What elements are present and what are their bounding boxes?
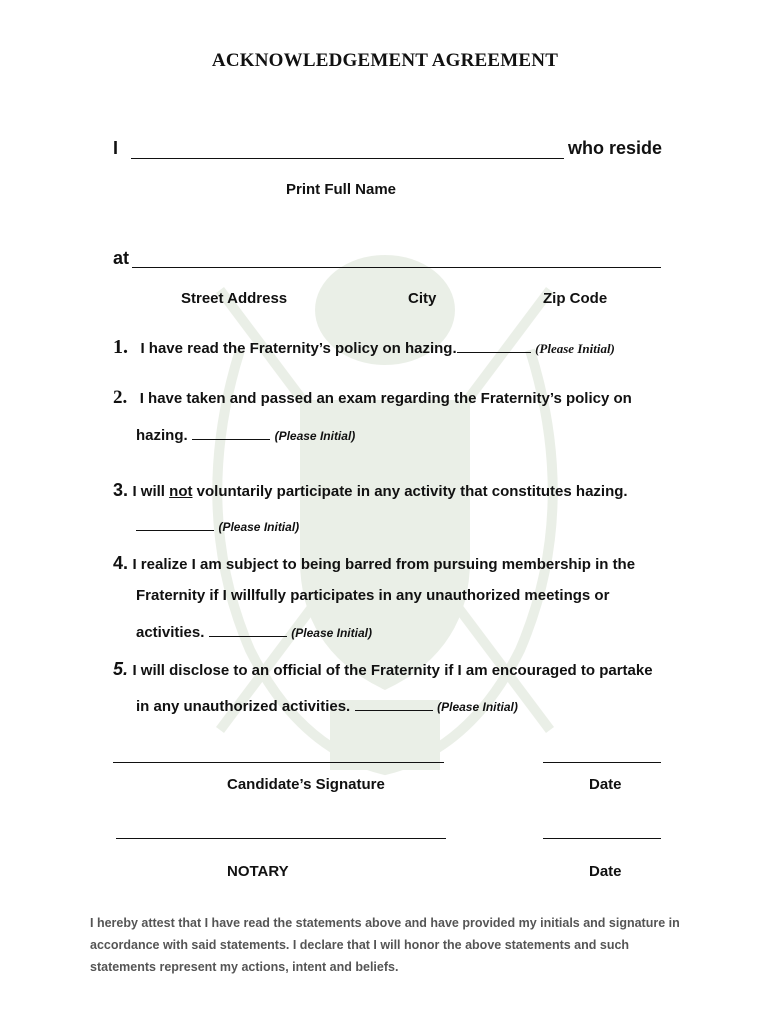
zip-code-caption: Zip Code: [543, 290, 608, 307]
candidate-date-field[interactable]: [543, 762, 661, 763]
item-text: activities.: [136, 624, 205, 641]
item-text-emphasis: not: [169, 483, 193, 500]
item-3: [113, 480, 628, 501]
item-number: 3.: [113, 480, 129, 500]
item-text: I have read the Fraternity’s policy on hazing.: [140, 340, 457, 357]
initial-label: (Please Initial): [535, 341, 615, 356]
initial-field-2[interactable]: [192, 425, 270, 440]
full-name-field[interactable]: [131, 158, 564, 159]
attestation-paragraph: I hereby attest that I have read the statements above and have provided my initials and signature in accordance with said statements. I declare that I will honor the above statements and such statements represent my actions, intent and beliefs.: [90, 916, 680, 974]
street-address-caption: Street Address: [181, 290, 288, 307]
initial-field-1[interactable]: [457, 338, 531, 353]
name-prefix: I: [113, 138, 119, 158]
item-4-line-3: [136, 622, 372, 642]
item-text-post: voluntarily participate in any activity that constitutes hazing.: [192, 483, 628, 500]
item-2-line-2: [136, 425, 355, 445]
notary-date-field[interactable]: [543, 838, 661, 839]
item-text: in any unauthorized activities.: [136, 698, 351, 715]
item-number: 1.: [113, 336, 128, 358]
item-text: hazing.: [136, 427, 188, 444]
item-3-line-2: [136, 516, 299, 536]
notary-date-caption: Date: [589, 863, 622, 880]
item-number: 2.: [113, 387, 128, 408]
address-field[interactable]: [132, 267, 661, 268]
item-5: [113, 659, 653, 680]
initial-label: (Please Initial): [291, 626, 372, 640]
address-prefix: at: [113, 248, 130, 268]
item-number: 5.: [113, 659, 129, 679]
initial-field-4[interactable]: [209, 622, 287, 637]
item-5-line-2: [136, 696, 518, 716]
item-4-line-2: Fraternity if I willfully participates in any unauthorized meetings or: [136, 587, 610, 604]
item-text: I realize I am subject to being barred from pursuing membership in the: [132, 556, 636, 573]
item-text: I have taken and passed an exam regarding the Fraternity’s policy on: [139, 390, 632, 407]
name-suffix: who reside: [568, 138, 663, 158]
city-caption: City: [408, 290, 437, 307]
initial-label: (Please Initial): [274, 429, 356, 443]
full-name-caption: Print Full Name: [286, 181, 397, 198]
initial-label: (Please Initial): [218, 520, 300, 534]
candidate-signature-caption: Candidate’s Signature: [227, 776, 385, 793]
notary-caption: NOTARY: [227, 863, 289, 880]
candidate-date-caption: Date: [589, 776, 622, 793]
initial-field-5[interactable]: [355, 696, 433, 711]
item-4: [113, 553, 635, 574]
initial-field-3[interactable]: [136, 516, 214, 531]
notary-signature-field[interactable]: [116, 838, 446, 839]
item-1: [113, 336, 615, 359]
item-2: [113, 387, 632, 409]
initial-label: (Please Initial): [437, 700, 518, 714]
item-text-pre: I will: [132, 483, 170, 500]
document-title: ACKNOWLEDGEMENT AGREEMENT: [211, 50, 559, 71]
item-text: I will disclose to an official of the Fraternity if I am encouraged to partake: [132, 662, 653, 679]
candidate-signature-field[interactable]: [113, 762, 444, 763]
item-number: 4.: [113, 553, 129, 573]
